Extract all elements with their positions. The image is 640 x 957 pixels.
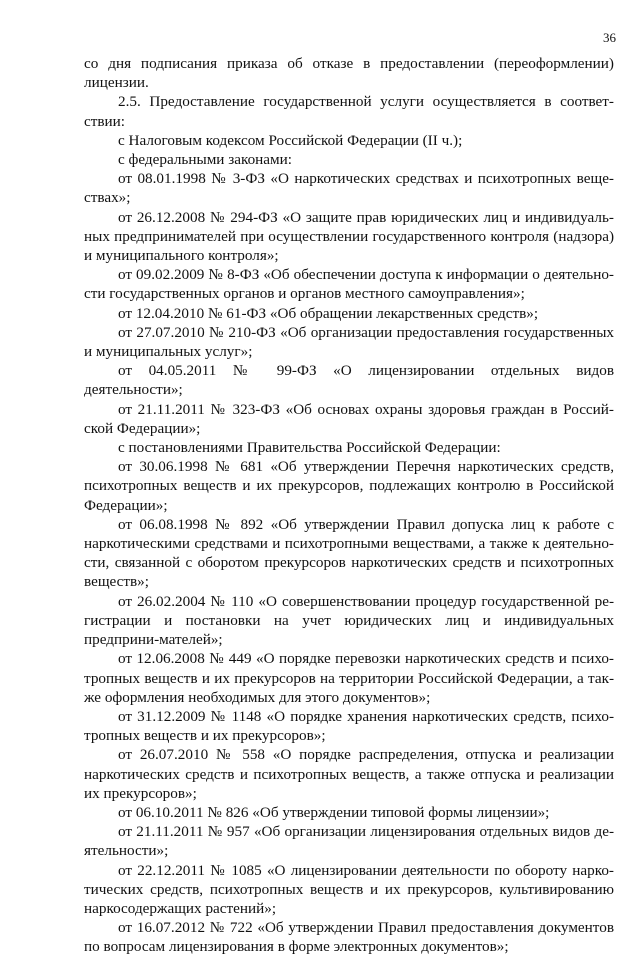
document-body [84,54,614,957]
list-item-decree-892: от 06.08.1998 № 892 «Об утверждении Правил допуска лиц к работе с наркотическими средствами и психотропными веществами, а также к деятельно-сти, связанной с оборотом прекурсоров наркотических средств и психотропных веществ»; [84,515,614,591]
list-item-law-61-fz: от 12.04.2010 № 61-ФЗ «Об обращении лекарственных средств»; [118,304,539,322]
list-item-decree-957: от 21.11.2011 № 957 «Об организации лицензирования отдельных видов де-ятельности»; [84,823,614,860]
paragraph-tax-code: с Налоговым кодексом Российской Федерации (II ч.); [118,131,463,149]
list-item-law-3-fz: от 08.01.1998 № 3-ФЗ «О наркотических средствах и психотропных веще-ствах»; [84,170,614,207]
list-item-law-8-fz: от 09.02.2009 № 8-ФЗ «Об обеспечении доступа к информации о деятельно-сти государственных органов и органов местного самоуправления»; [84,266,614,303]
list-item-law-210-fz: от 27.07.2010 № 210-ФЗ «Об организации предоставления государственных и муниципальных услуг»; [84,323,614,361]
paragraph-section-2-5: 2.5. Предоставление государственной услуги осуществляется в соответ-ствии: [84,93,614,130]
list-item-decree-449: от 12.06.2008 № 449 «О порядке перевозки наркотических средств и психо-тропных веществ и их прекурсоров на территории Российской Федерации, а так-же оформления необходимых для этого документов»; [84,650,614,706]
paragraph-government-decrees-heading: с постановлениями Правительства Российской Федерации: [118,439,501,457]
paragraph-federal-laws-heading: с федеральными законами: [118,151,292,169]
list-item-law-294-fz: от 26.12.2008 № 294-ФЗ «О защите прав юридических лиц и индивидуаль-ных предпринимателей при осуществлении государственного контроля (надзора) и муниципального контроля»; [84,208,614,265]
list-item-law-323-fz: от 21.11.2011 № 323-ФЗ «Об основах охраны здоровья граждан в Россий-ской Федерации»; [84,400,614,437]
list-item-decree-826: от 06.10.2011 № 826 «Об утверждении типовой формы лицензии»; [118,803,550,821]
list-item-decree-1148: от 31.12.2009 № 1148 «О порядке хранения наркотических средств, психо-тропных веществ и их прекурсоров»; [84,707,614,745]
list-item-law-99-fz: от 04.05.2011 № 99-ФЗ «О лицензировании отдельных видов деятельности»; [84,362,614,399]
list-item-decree-1085: от 22.12.2011 № 1085 «О лицензировании деятельности по обороту нарко-тических средств, психотропных веществ и их прекурсоров, культивированию наркосодержащих растений»; [84,861,614,917]
list-item-decree-110: от 26.02.2004 № 110 «О совершенствовании процедур государственной ре-гистрации и постановки на учет юридических лиц и индивидуальных предприни-мателей»; [84,592,614,649]
list-item-decree-558: от 26.07.2010 № 558 «О порядке распределения, отпуска и реализации наркотических средств и психотропных веществ, а также отпуска и реализации их прекурсоров»; [84,746,614,802]
list-item-decree-722: от 16.07.2012 № 722 «Об утверждении Правил предоставления документов по вопросам лицензирования в форме электронных документов»; [84,919,614,956]
paragraph-license-refusal: со дня подписания приказа об отказе в предоставлении (переоформлении) лицензии. [84,55,614,92]
list-item-decree-681: от 30.06.1998 № 681 «Об утверждении Перечня наркотических средств, психотропных веществ и их прекурсоров, подлежащих контролю в Российской Федерации»; [84,458,614,514]
page-number: 36 [603,30,616,45]
